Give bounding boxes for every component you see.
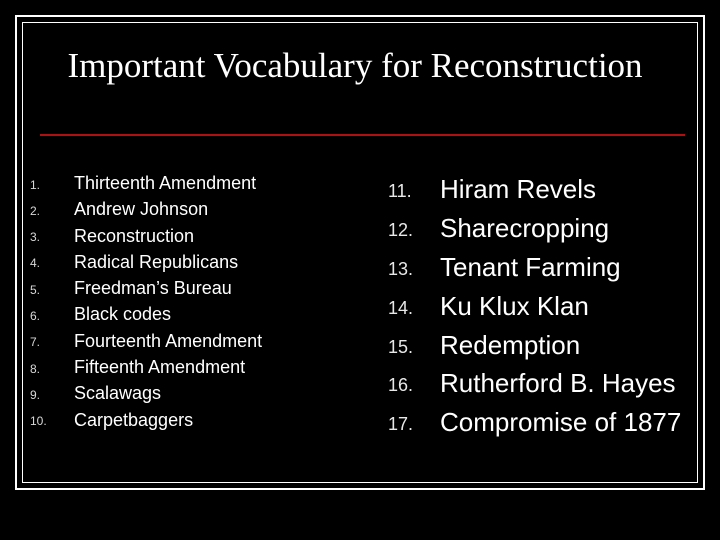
list-item xyxy=(30,223,262,249)
list-item xyxy=(388,248,681,287)
list-item xyxy=(30,275,262,301)
list-term: Freedman’s Bureau xyxy=(74,278,232,299)
list-number: 3. xyxy=(30,230,41,245)
list-number: 6. xyxy=(30,308,41,323)
list-number: 11. xyxy=(388,181,412,201)
list-term: Black codes xyxy=(74,304,172,325)
list-number: 9. xyxy=(30,387,41,402)
list-item xyxy=(388,326,681,365)
list-item xyxy=(30,249,262,275)
list-item xyxy=(30,328,262,354)
list-term: Reconstruction xyxy=(74,225,195,246)
list-item xyxy=(388,403,681,442)
list-number: 5. xyxy=(30,282,41,297)
list-term: Scalawags xyxy=(74,383,162,404)
list-number: 13. xyxy=(388,258,414,279)
list-item xyxy=(30,301,262,327)
slide-title: Important Vocabulary for Reconstruction xyxy=(67,46,643,85)
list-number: 8. xyxy=(30,361,41,376)
list-term: Andrew Johnson xyxy=(74,199,209,220)
list-term: Fifteenth Amendment xyxy=(74,357,246,378)
list-term: Rutherford B. Hayes xyxy=(440,368,676,399)
list-number: 12. xyxy=(388,219,414,240)
vocabulary-list-right xyxy=(388,170,681,442)
list-item xyxy=(30,380,262,406)
list-number: 4. xyxy=(30,256,41,271)
title-divider xyxy=(40,134,685,136)
list-term: Sharecropping xyxy=(440,212,610,243)
list-item xyxy=(388,209,681,248)
list-number: 14. xyxy=(388,297,414,318)
list-item xyxy=(30,354,262,380)
list-term: Fourteenth Amendment xyxy=(74,330,263,351)
list-term: Tenant Farming xyxy=(440,251,621,282)
list-number: 15. xyxy=(388,336,414,357)
list-term: Hiram Revels xyxy=(440,174,597,204)
list-item xyxy=(388,287,681,326)
list-number: 2. xyxy=(30,203,41,218)
list-term: Compromise of 1877 xyxy=(440,407,682,438)
list-item xyxy=(388,364,681,403)
list-term: Ku Klux Klan xyxy=(440,290,589,321)
list-item xyxy=(388,170,681,209)
list-number: 7. xyxy=(30,335,41,350)
list-term: Carpetbaggers xyxy=(74,409,194,430)
list-term: Redemption xyxy=(440,329,581,360)
list-term: Thirteenth Amendment xyxy=(74,173,257,193)
list-number: 17. xyxy=(388,414,414,435)
vocabulary-list-left xyxy=(30,170,262,433)
list-item xyxy=(30,407,262,433)
list-item xyxy=(30,170,262,196)
list-number: 1. xyxy=(30,177,41,192)
list-number: 16. xyxy=(388,375,414,396)
list-number: 10. xyxy=(30,414,47,429)
list-item xyxy=(30,196,262,222)
list-term: Radical Republicans xyxy=(74,251,239,272)
